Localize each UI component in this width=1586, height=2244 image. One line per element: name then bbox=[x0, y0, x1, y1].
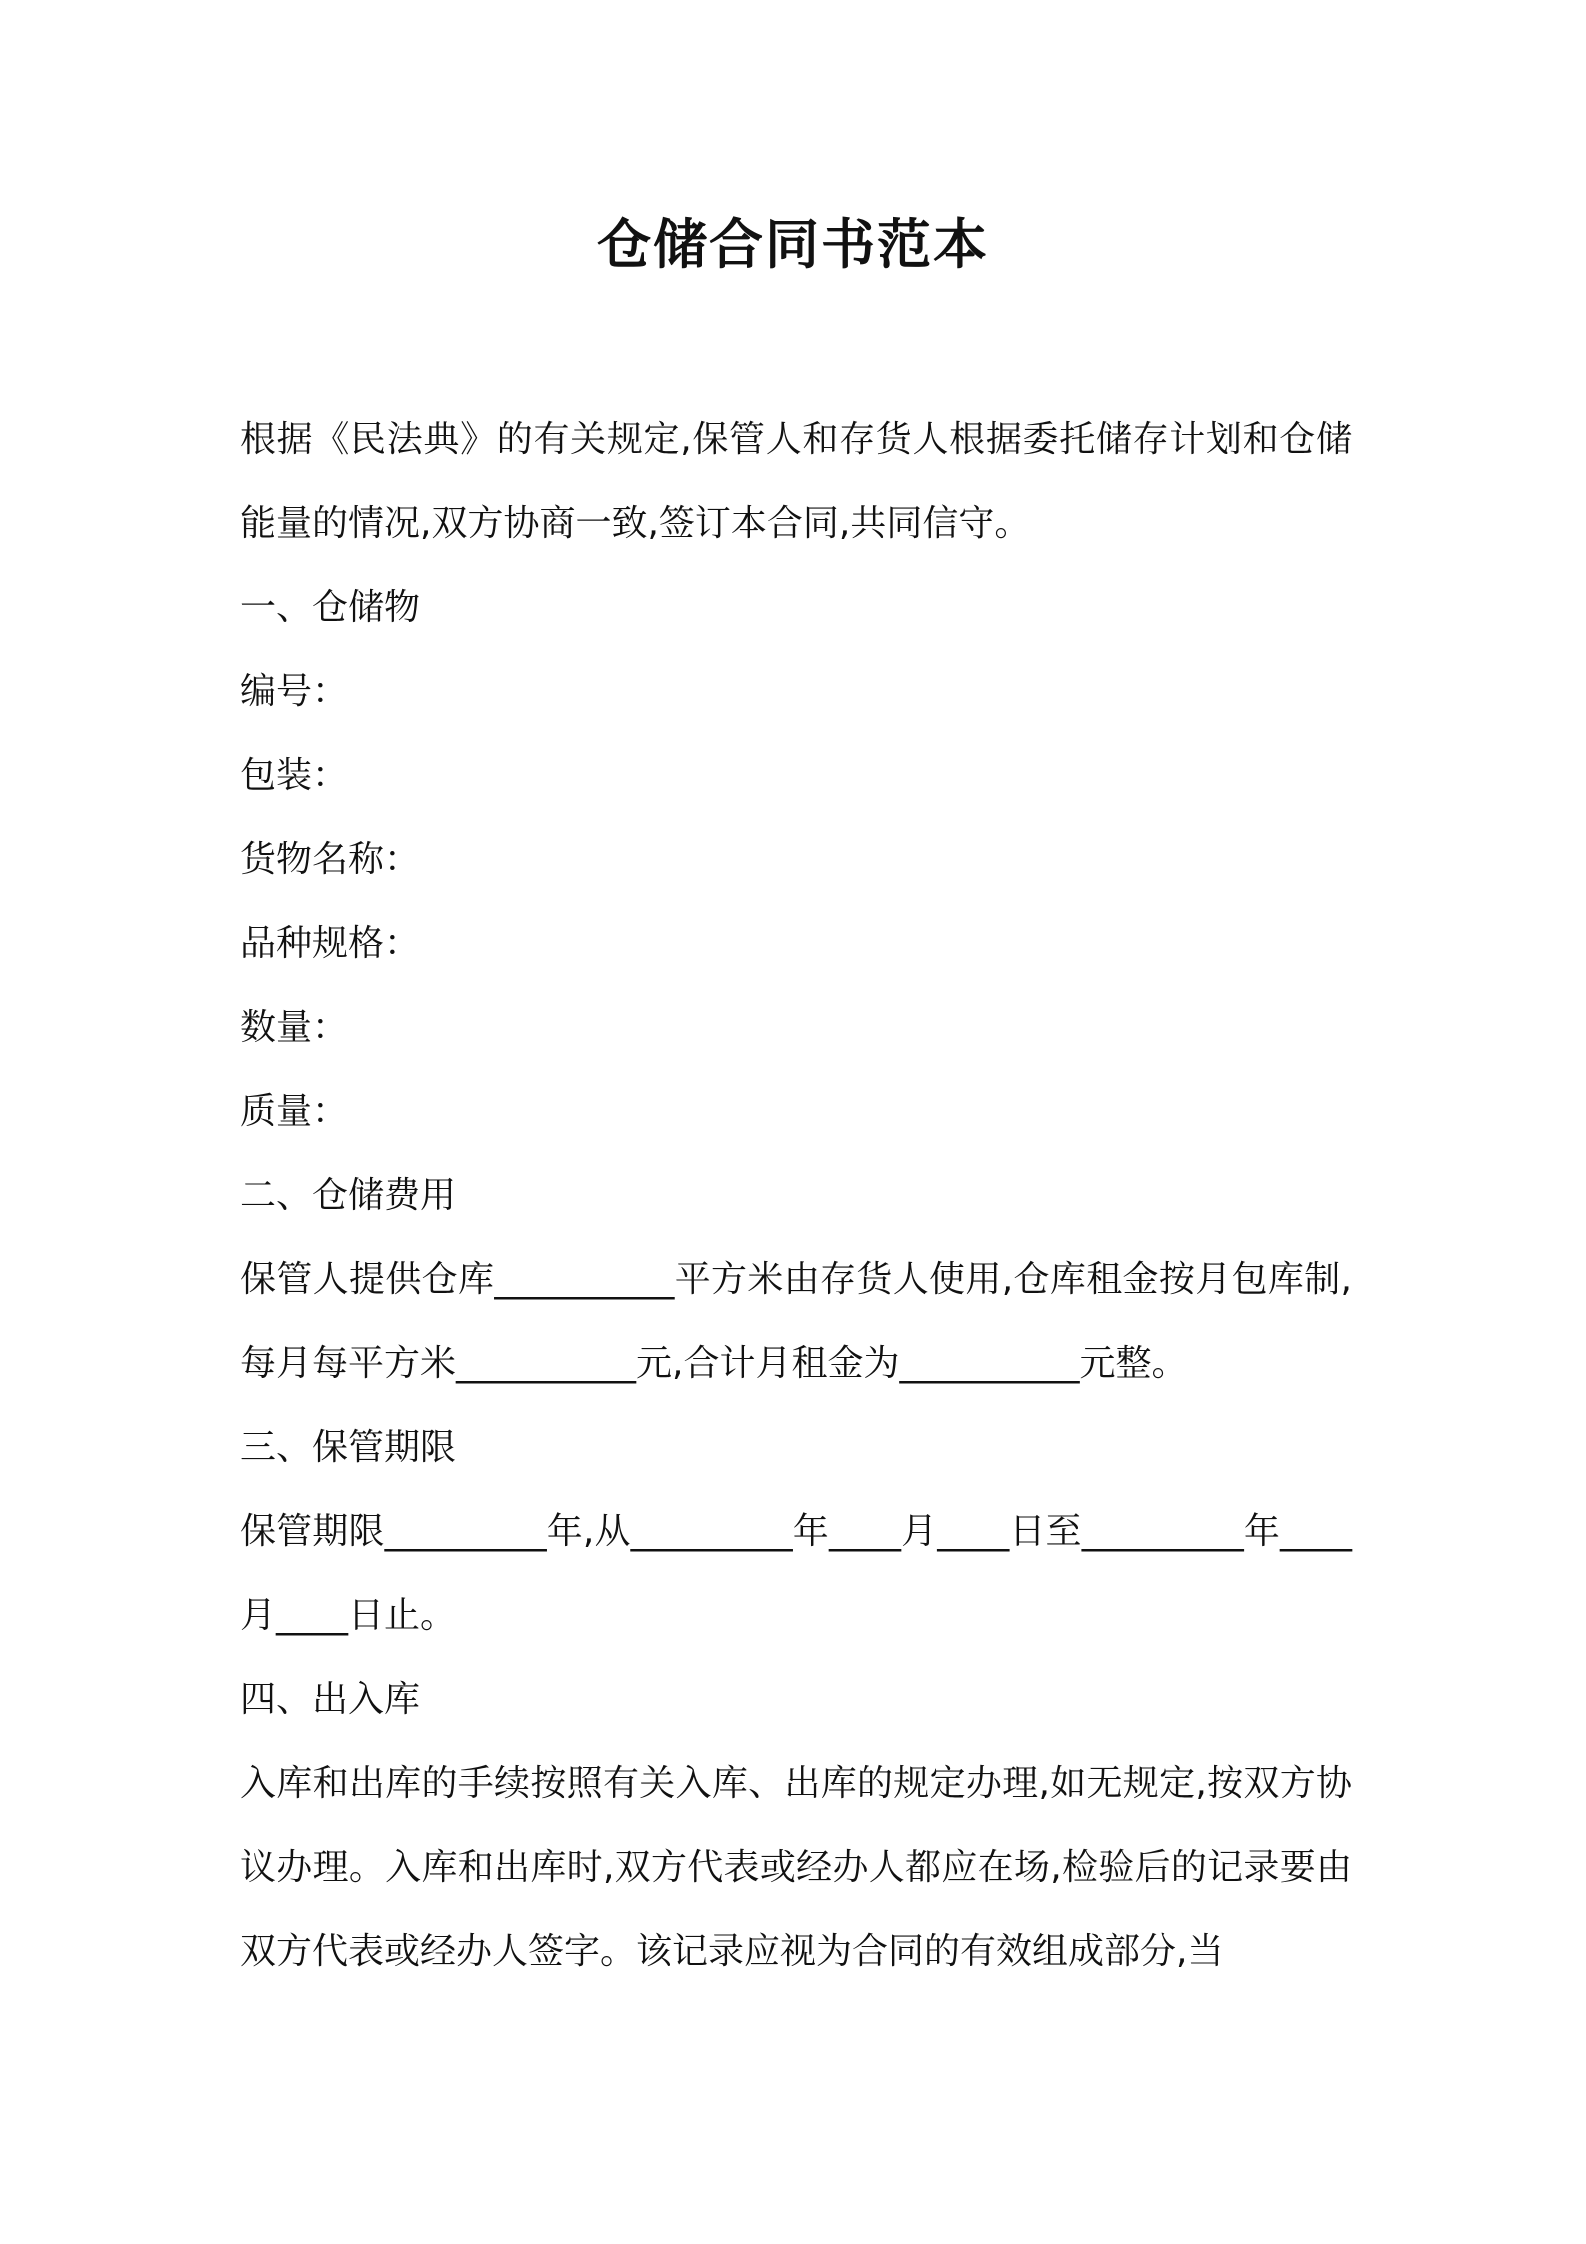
section-heading-goods: 一、仓储物 bbox=[240, 587, 421, 628]
field-quality: 质量： bbox=[240, 1091, 349, 1132]
section-heading-term: 三、保管期限 bbox=[240, 1427, 457, 1468]
intro-paragraph: 根据《民法典》的有关规定,保管人和存货人根据委托储存计划和仓储能量的情况,双方协商一致,签订本合同,共同信守。 bbox=[240, 419, 1352, 544]
fees-paragraph: 保管人提供仓库__________平方米由存货人使用,仓库租金按月包库制,每月每平方米__________元,合计月租金为__________元整。 bbox=[240, 1259, 1352, 1384]
field-quantity: 数量： bbox=[240, 1007, 349, 1048]
field-goods-name: 货物名称： bbox=[240, 839, 421, 880]
section-heading-warehousing: 四、出入库 bbox=[240, 1679, 421, 1720]
document-title: 仓储合同书范本 bbox=[597, 213, 989, 276]
field-packaging: 包装： bbox=[240, 755, 349, 796]
warehousing-paragraph: 入库和出库的手续按照有关入库、出库的规定办理,如无规定,按双方协议办理。入库和出库时,双方代表或经办人都应在场,检验后的记录要由双方代表或经办人签字。该记录应视为合同的有效组成部分,当 bbox=[240, 1763, 1352, 1972]
section-heading-fees: 二、仓储费用 bbox=[240, 1175, 457, 1216]
term-paragraph: 保管期限_________年,从_________年____月____日至_________年____月____日止。 bbox=[240, 1511, 1352, 1636]
field-specification: 品种规格： bbox=[240, 923, 421, 964]
field-number: 编号： bbox=[240, 671, 349, 712]
document-body bbox=[240, 398, 1352, 1994]
